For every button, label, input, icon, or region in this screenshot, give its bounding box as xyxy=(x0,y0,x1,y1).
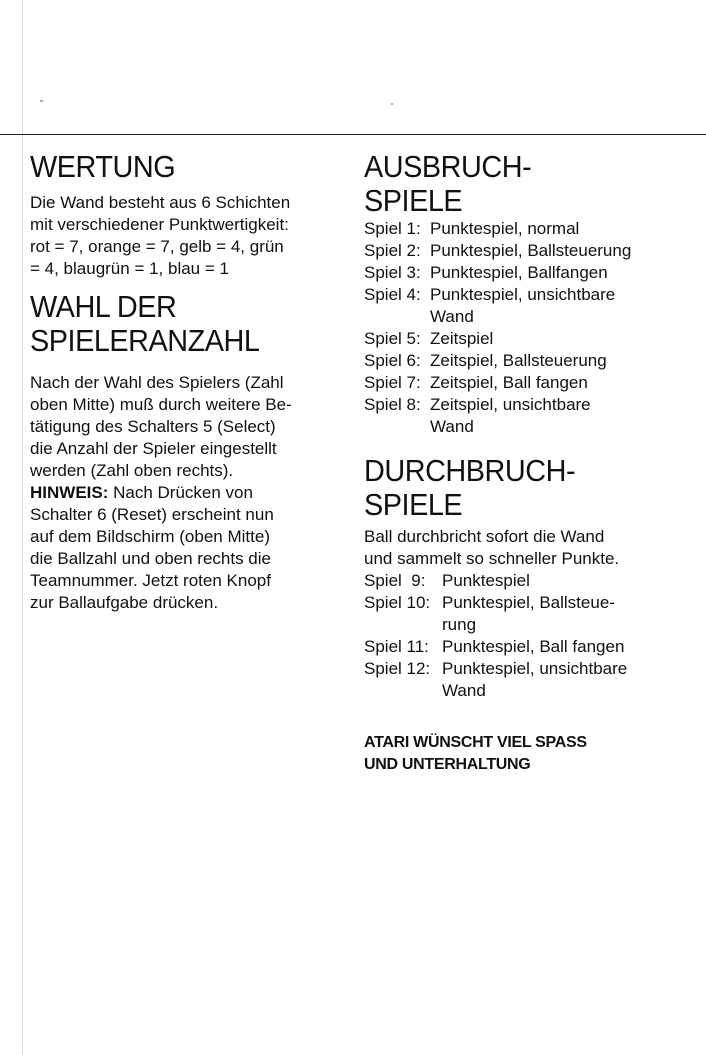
closing-line2: UND UNTERHALTUNG xyxy=(364,756,531,773)
body-line: Schalter 6 (Reset) erscheint nun xyxy=(30,505,274,524)
body-line: = 4, blaugrün = 1, blau = 1 xyxy=(30,259,229,278)
body-line: mit verschiedener Punktwertigkeit: xyxy=(30,215,289,234)
game-text: Punktespiel, unsichtbare xyxy=(430,285,616,304)
ausbruch-game-list xyxy=(364,218,694,438)
game-text: Punktespiel, normal xyxy=(430,219,580,238)
game-text: Punktespiel xyxy=(442,571,530,590)
durchbruch-game-list xyxy=(364,570,694,702)
game-text-continuation: Wand xyxy=(442,681,486,700)
closing-line1: ATARI WÜNSCHT VIEL SPASS xyxy=(364,734,587,751)
game-label: Spiel 4: xyxy=(364,285,421,304)
left-column xyxy=(30,150,350,614)
hint-label: HINWEIS: xyxy=(30,483,109,502)
durchbruch-heading-line2: SPIELE xyxy=(364,487,463,522)
wertung-section xyxy=(30,150,350,280)
body-line: Ball durchbricht sofort die Wand xyxy=(364,527,605,546)
print-speck xyxy=(40,100,43,102)
game-text: Zeitspiel, Ball fangen xyxy=(430,373,588,392)
game-label: Spiel 8: xyxy=(364,395,421,414)
body-line: oben Mitte) muß durch weitere Be- xyxy=(30,395,292,414)
ausbruch-heading-line1: AUSBRUCH- xyxy=(364,149,532,184)
right-column xyxy=(364,150,694,776)
game-item xyxy=(364,636,694,658)
durchbruch-heading-line1: DURCHBRUCH- xyxy=(364,453,576,488)
body-line: Teamnummer. Jetzt roten Knopf xyxy=(30,571,271,590)
game-label: Spiel 3: xyxy=(364,263,421,282)
game-text: Punktespiel, Ball fangen xyxy=(442,637,625,656)
game-item xyxy=(364,262,694,284)
body-line: zur Ballaufgabe drücken. xyxy=(30,593,219,612)
game-item xyxy=(364,658,694,702)
wahl-heading-line2: SPIELERANZAHL xyxy=(30,323,260,358)
game-text-continuation: rung xyxy=(442,615,477,634)
top-divider xyxy=(0,134,706,135)
wahl-heading-line1: WAHL DER xyxy=(30,289,177,324)
game-text: Zeitspiel, Ballsteuerung xyxy=(430,351,607,370)
hint-first-line xyxy=(30,482,350,504)
hint-first-text: Nach Drücken von xyxy=(108,483,253,502)
ausbruch-heading-line2: SPIELE xyxy=(364,183,463,218)
game-text-continuation: Wand xyxy=(430,307,474,326)
wahl-section xyxy=(30,290,350,614)
body-line: werden (Zahl oben rechts). xyxy=(30,461,234,480)
game-item xyxy=(364,218,694,240)
game-label: Spiel 12: xyxy=(364,659,431,678)
closing-message xyxy=(364,732,694,776)
game-label: Spiel 1: xyxy=(364,219,421,238)
game-label: Spiel 7: xyxy=(364,373,421,392)
game-text: Punktespiel, Ballfangen xyxy=(430,263,608,282)
ausbruch-section xyxy=(364,150,694,438)
body-line: rot = 7, orange = 7, gelb = 4, grün xyxy=(30,237,284,256)
game-text: Zeitspiel, unsichtbare xyxy=(430,395,591,414)
page-fold-line xyxy=(22,0,23,1055)
game-label: Spiel 10: xyxy=(364,593,431,612)
game-text: Punktespiel, Ballsteue- xyxy=(442,593,615,612)
game-text-continuation: Wand xyxy=(430,417,474,436)
game-text: Zeitspiel xyxy=(430,329,494,348)
game-text: Punktespiel, Ballsteuerung xyxy=(430,241,632,260)
game-item xyxy=(364,240,694,262)
body-line: Nach der Wahl des Spielers (Zahl xyxy=(30,373,284,392)
game-item xyxy=(364,284,694,328)
game-item xyxy=(364,328,694,350)
game-item xyxy=(364,592,694,636)
body-line: die Anzahl der Spieler eingestellt xyxy=(30,439,277,458)
game-item xyxy=(364,372,694,394)
game-label: Spiel 5: xyxy=(364,329,421,348)
print-speck xyxy=(391,103,393,105)
body-line: Die Wand besteht aus 6 Schichten xyxy=(30,193,291,212)
wertung-heading: WERTUNG xyxy=(30,149,176,184)
durchbruch-section xyxy=(364,454,694,702)
game-label: Spiel 9: xyxy=(364,571,426,590)
body-line: tätigung des Schalters 5 (Select) xyxy=(30,417,276,436)
game-item xyxy=(364,394,694,438)
body-line: die Ballzahl und oben rechts die xyxy=(30,549,271,568)
body-line: auf dem Bildschirm (oben Mitte) xyxy=(30,527,270,546)
game-label: Spiel 2: xyxy=(364,241,421,260)
game-label: Spiel 6: xyxy=(364,351,421,370)
game-item xyxy=(364,350,694,372)
game-item xyxy=(364,570,694,592)
game-text: Punktespiel, unsichtbare xyxy=(442,659,628,678)
body-line: und sammelt so schneller Punkte. xyxy=(364,549,620,568)
game-label: Spiel 11: xyxy=(364,637,429,656)
